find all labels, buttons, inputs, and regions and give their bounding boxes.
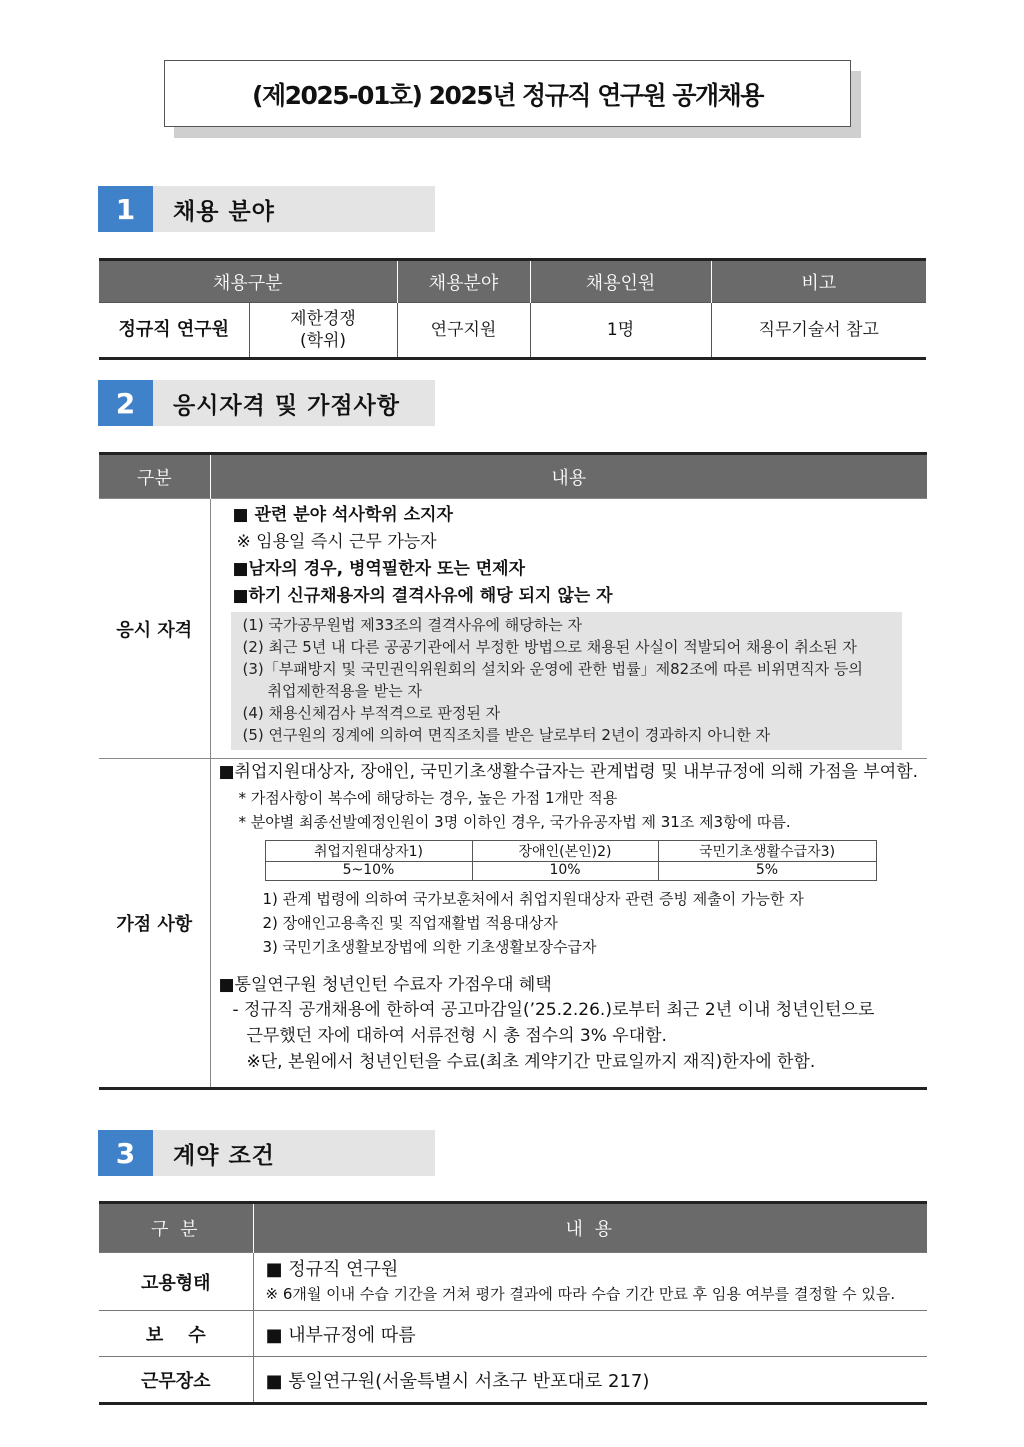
bonus-value: 5% [658,862,876,881]
cell-note: 직무기술서 참고 [711,303,926,359]
disqualification-item: (1) 국가공무원법 제33조의 결격사유에 해당하는 자 [242,616,582,634]
qualification-table [99,452,927,1090]
qual-line: ■남자의 경우, 병역필한자 또는 면제자 [232,559,526,579]
disqualification-item: 취업제한적용을 받는 자 [267,682,422,700]
contract-line: ■ 내부규정에 따름 [253,1311,927,1357]
table-header: 구 분 [99,1203,253,1253]
intern-line: ※단, 본원에서 청년인턴을 수료(최초 계약기간 만료일까지 재직)한자에 한함. [246,1052,816,1072]
footnote: 1) 관계 법령에 의하여 국가보훈처에서 취업지원대상자 관련 증빙 제출이 가능한 자 [262,890,804,908]
bonus-note: * 가점사항이 복수에 해당하는 경우, 높은 가점 1개만 적용 [238,789,618,807]
intern-line: - 정규직 공개채용에 한하여 공고마감일(’25.2.26.)로부터 최근 2년 이내 청년인턴으로 [232,1000,875,1020]
cell-count: 1명 [530,303,711,359]
table-row [99,499,927,759]
footnote: 3) 국민기초생활보장법에 의한 기초생활보장수급자 [262,938,597,956]
table-header: 비고 [711,260,926,303]
recruitment-field-table [99,258,926,360]
cell-sub-line: (학위) [299,331,347,351]
bonus-point-table [265,840,877,881]
contract-line: ■ 통일연구원(서울특별시 서초구 반포대로 217) [253,1357,927,1404]
table-header: 채용구분 [99,260,397,303]
table-header: 내용 [210,454,927,499]
section-number: 3 [98,1130,153,1176]
section-title: 응시자격 및 가점사항 [153,380,435,426]
bonus-header: 장애인(본인)2) [472,841,658,862]
bonus-label: 가점 사항 [99,759,210,1089]
cell-sub-line: 제한경쟁 [290,309,356,329]
contract-label: 보 수 [99,1311,253,1357]
document-title: (제2025-01호) 2025년 정규직 연구원 공개채용 [164,60,851,127]
table-header: 채용인원 [530,260,711,303]
section-number: 1 [98,186,153,232]
contract-note: ※ 6개월 이내 수습 기간을 거쳐 평가 결과에 따라 수습 기간 만료 후 임용 여부를 결정할 수 있음. [265,1284,896,1303]
section-title: 채용 분야 [153,186,435,232]
disqualification-item: (2) 최근 5년 내 다른 공공기관에서 부정한 방법으로 채용된 사실이 적발되어 채용이 취소된 자 [242,638,857,656]
disqualification-item: (5) 연구원의 징계에 의하여 면직조치를 받은 날로부터 2년이 경과하지 아니한 자 [242,726,771,744]
disqualification-box [231,612,903,750]
table-row [99,1253,927,1311]
section-number: 2 [98,380,153,426]
table-header: 채용분야 [397,260,530,303]
intern-heading: ■통일연구원 청년인턴 수료자 가점우대 혜택 [218,975,552,995]
intern-line: 근무했던 자에 대하여 서류전형 시 총 점수의 3% 우대함. [246,1026,667,1046]
qual-line: ※ 임용일 즉시 근무 가능자 [236,532,437,552]
footnote: 2) 장애인고용촉진 및 직업재활법 적용대상자 [262,914,558,932]
table-row [99,1357,927,1404]
bonus-note: * 분야별 최종선발예정인원이 3명 이하인 경우, 국가유공자법 제 31조 제3항에 따름. [238,813,791,831]
table-header: 내 용 [253,1203,927,1253]
bonus-header: 취업지원대상자1) [265,841,472,862]
qual-line: ■ 관련 분야 석사학위 소지자 [232,505,453,525]
bonus-line: ■취업지원대상자, 장애인, 국민기초생활수급자는 관계법령 및 내부규정에 의해 가점을 부여함. [218,762,919,782]
contract-label: 고용형태 [99,1253,253,1311]
bonus-value: 10% [472,862,658,881]
contract-line: ■ 정규직 연구원 [265,1258,399,1280]
table-row [99,759,927,1089]
bonus-value: 5~10% [265,862,472,881]
disqualification-item: (3)「부패방지 및 국민권익위원회의 설치와 운영에 관한 법률」제82조에 따른 비위면직자 등의 [242,660,863,678]
disqualification-item: (4) 채용신체검사 부적격으로 판정된 자 [242,704,501,722]
section-title: 계약 조건 [153,1130,435,1176]
contract-label: 근무장소 [99,1357,253,1404]
qualification-label: 응시 자격 [99,499,210,759]
cell-type: 정규직 연구원 [99,303,249,359]
table-header: 구분 [99,454,210,499]
contract-table [99,1201,927,1405]
cell-sub [249,303,397,359]
table-row [99,1311,927,1357]
table-row [99,303,926,359]
cell-field: 연구지원 [397,303,530,359]
qual-line: ■하기 신규채용자의 결격사유에 해당 되지 않는 자 [232,586,613,606]
bonus-header: 국민기초생활수급자3) [658,841,876,862]
